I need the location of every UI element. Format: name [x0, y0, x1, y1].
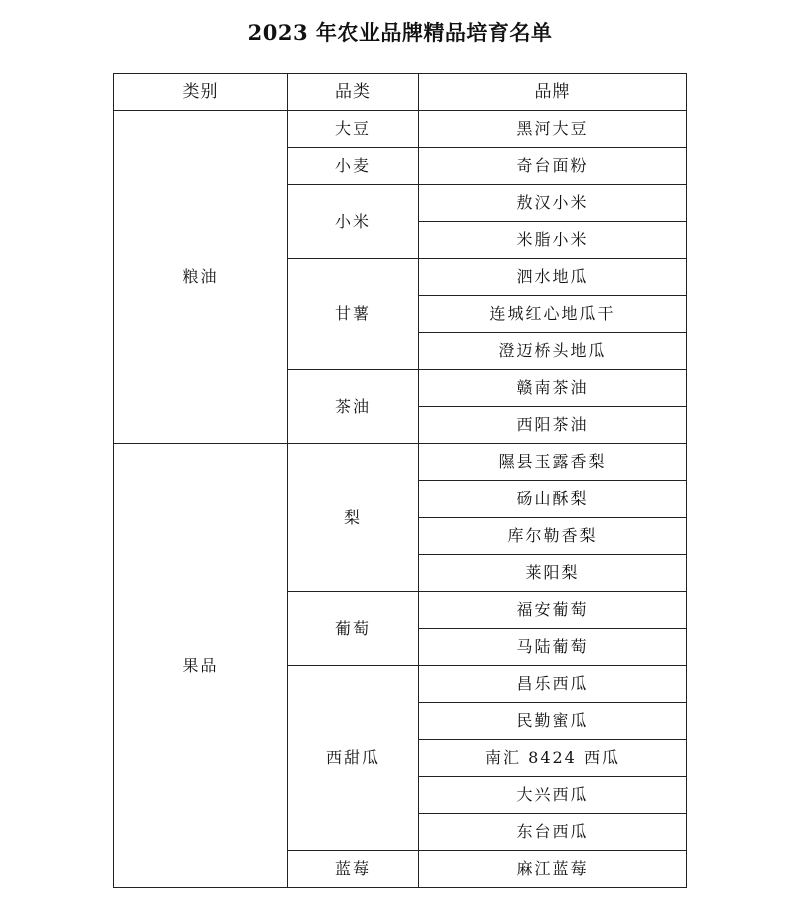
type-cell: 蓝莓: [288, 851, 419, 888]
type-cell: 小米: [288, 185, 419, 259]
table-row: [114, 111, 687, 148]
brand-list-table: [113, 73, 687, 888]
type-cell: 小麦: [288, 148, 419, 185]
table-body: [114, 111, 687, 888]
type-cell: 葡萄: [288, 592, 419, 666]
type-cell: 梨: [288, 444, 419, 592]
brand-cell: 麻江蓝莓: [419, 851, 687, 888]
brand-cell: 库尔勒香梨: [419, 518, 687, 555]
brand-cell: 敖汉小米: [419, 185, 687, 222]
table-row: [114, 444, 687, 481]
brand-cell: 黑河大豆: [419, 111, 687, 148]
brand-cell: 西阳茶油: [419, 407, 687, 444]
header-brand: 品牌: [419, 74, 687, 111]
brand-cell: 莱阳梨: [419, 555, 687, 592]
brand-cell: 南汇 8424 西瓜: [419, 740, 687, 777]
brand-cell: 砀山酥梨: [419, 481, 687, 518]
brand-cell: 澄迈桥头地瓜: [419, 333, 687, 370]
brand-cell: 昌乐西瓜: [419, 666, 687, 703]
brand-cell: 连城红心地瓜干: [419, 296, 687, 333]
brand-cell: 民勤蜜瓜: [419, 703, 687, 740]
brand-cell: 米脂小米: [419, 222, 687, 259]
type-cell: 茶油: [288, 370, 419, 444]
brand-cell: 奇台面粉: [419, 148, 687, 185]
brand-cell: 福安葡萄: [419, 592, 687, 629]
brand-cell: 马陆葡萄: [419, 629, 687, 666]
type-cell: 大豆: [288, 111, 419, 148]
category-cell: 果品: [114, 444, 288, 888]
type-cell: 西甜瓜: [288, 666, 419, 851]
header-row: [114, 74, 687, 111]
brand-cell: 大兴西瓜: [419, 777, 687, 814]
brand-cell: 泗水地瓜: [419, 259, 687, 296]
brand-cell: 赣南茶油: [419, 370, 687, 407]
category-cell: 粮油: [114, 111, 288, 444]
brand-cell: 隰县玉露香梨: [419, 444, 687, 481]
table-header: [114, 74, 687, 111]
brand-cell: 东台西瓜: [419, 814, 687, 851]
page-title: 2023 年农业品牌精品培育名单: [247, 20, 553, 45]
header-type: 品类: [288, 74, 419, 111]
type-cell: 甘薯: [288, 259, 419, 370]
header-category: 类别: [114, 74, 288, 111]
